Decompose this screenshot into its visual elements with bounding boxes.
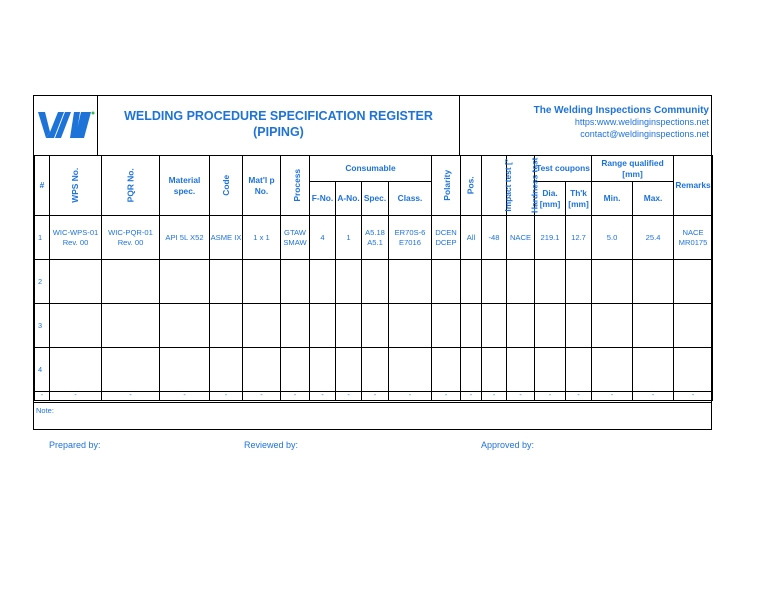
table-row (35, 348, 713, 392)
col-num-header: # (35, 156, 50, 216)
cell-code: ASME IX (210, 216, 243, 260)
cell-max: 25.4 (633, 216, 674, 260)
col-fno-header: F-No. (310, 182, 336, 216)
wic-logo-icon (34, 96, 96, 154)
col-pos-header: Pos. (461, 156, 482, 216)
cell-remarks: NACE MR0175 (674, 216, 713, 260)
table-row (35, 304, 713, 348)
document-title (98, 96, 460, 156)
col-thk-header: Th'k [mm] (566, 182, 592, 216)
col-spec-header: Spec. (362, 182, 389, 216)
col-matp-header: Mat'l p No. (243, 156, 281, 216)
company-email[interactable]: contact@weldinginspections.net (580, 128, 709, 139)
cell-pos: All (461, 216, 482, 260)
cell-pqr: WIC-PQR-01 Rev. 00 (102, 216, 160, 260)
note-area (34, 402, 712, 430)
col-impact-header: Impact test [° (482, 156, 507, 216)
col-class-header: Class. (389, 182, 432, 216)
col-max-header: Max. (633, 182, 674, 216)
row-number: 2 (35, 260, 50, 304)
table-row (35, 260, 713, 304)
cell-fno: 4 (310, 216, 336, 260)
prepared-by-label: Prepared by: (49, 440, 101, 450)
row-number: 3 (35, 304, 50, 348)
table-row (35, 216, 713, 260)
logo (34, 96, 98, 156)
company-info (460, 96, 712, 156)
cell-matp: 1 x 1 (243, 216, 281, 260)
approved-by-label: Approved by: (481, 440, 535, 450)
reviewed-by-label: Reviewed by: (244, 440, 299, 450)
wps-register-sheet (33, 95, 712, 430)
col-min-header: Min. (592, 182, 633, 216)
cell-thk: 12.7 (566, 216, 592, 260)
cell-wps: WIC-WPS-01 Rev. 00 (50, 216, 102, 260)
cell-process: GTAW SMAW (281, 216, 310, 260)
cell-dia: 219.1 (535, 216, 566, 260)
note-label: Note: (36, 406, 54, 415)
title-line-1: WELDING PROCEDURE SPECIFICATION REGISTER (124, 109, 433, 123)
title-line-2: (PIPING) (253, 125, 304, 139)
cell-polarity: DCEN DCEP (432, 216, 461, 260)
cell-spec: A5.18 A5.1 (362, 216, 389, 260)
col-test-coupons-header: Test coupons (535, 156, 592, 182)
col-hardness-header: Hardness test (507, 156, 535, 216)
col-polarity-header: Polarity (432, 156, 461, 216)
col-code-header: Code (210, 156, 243, 216)
col-consumable-header: Consumable (310, 156, 432, 182)
table-row-ellipsis: - - - - - - - - - - - - - - - - - - - - (35, 392, 713, 401)
company-name: The Welding Inspections Community (533, 105, 709, 116)
cell-ano: 1 (336, 216, 362, 260)
col-material-header: Material spec. (160, 156, 210, 216)
register-table (34, 155, 713, 401)
cell-impact: -48 (482, 216, 507, 260)
col-dia-header: Dia. [mm] (535, 182, 566, 216)
row-number: 4 (35, 348, 50, 392)
cell-class: ER70S-6 E7016 (389, 216, 432, 260)
cell-min: 5.0 (592, 216, 633, 260)
cell-material: API 5L X52 (160, 216, 210, 260)
company-website[interactable]: https:www.weldinginspections.net (574, 117, 709, 127)
cell-hardness: NACE (507, 216, 535, 260)
col-remarks-header: Remarks (674, 156, 713, 216)
col-process-header: Process (281, 156, 310, 216)
col-wps-header: WPS No. (50, 156, 102, 216)
col-range-header: Range qualified [mm] (592, 156, 674, 182)
row-number: 1 (35, 216, 50, 260)
col-ano-header: A-No. (336, 182, 362, 216)
col-pqr-header: PQR No. (102, 156, 160, 216)
